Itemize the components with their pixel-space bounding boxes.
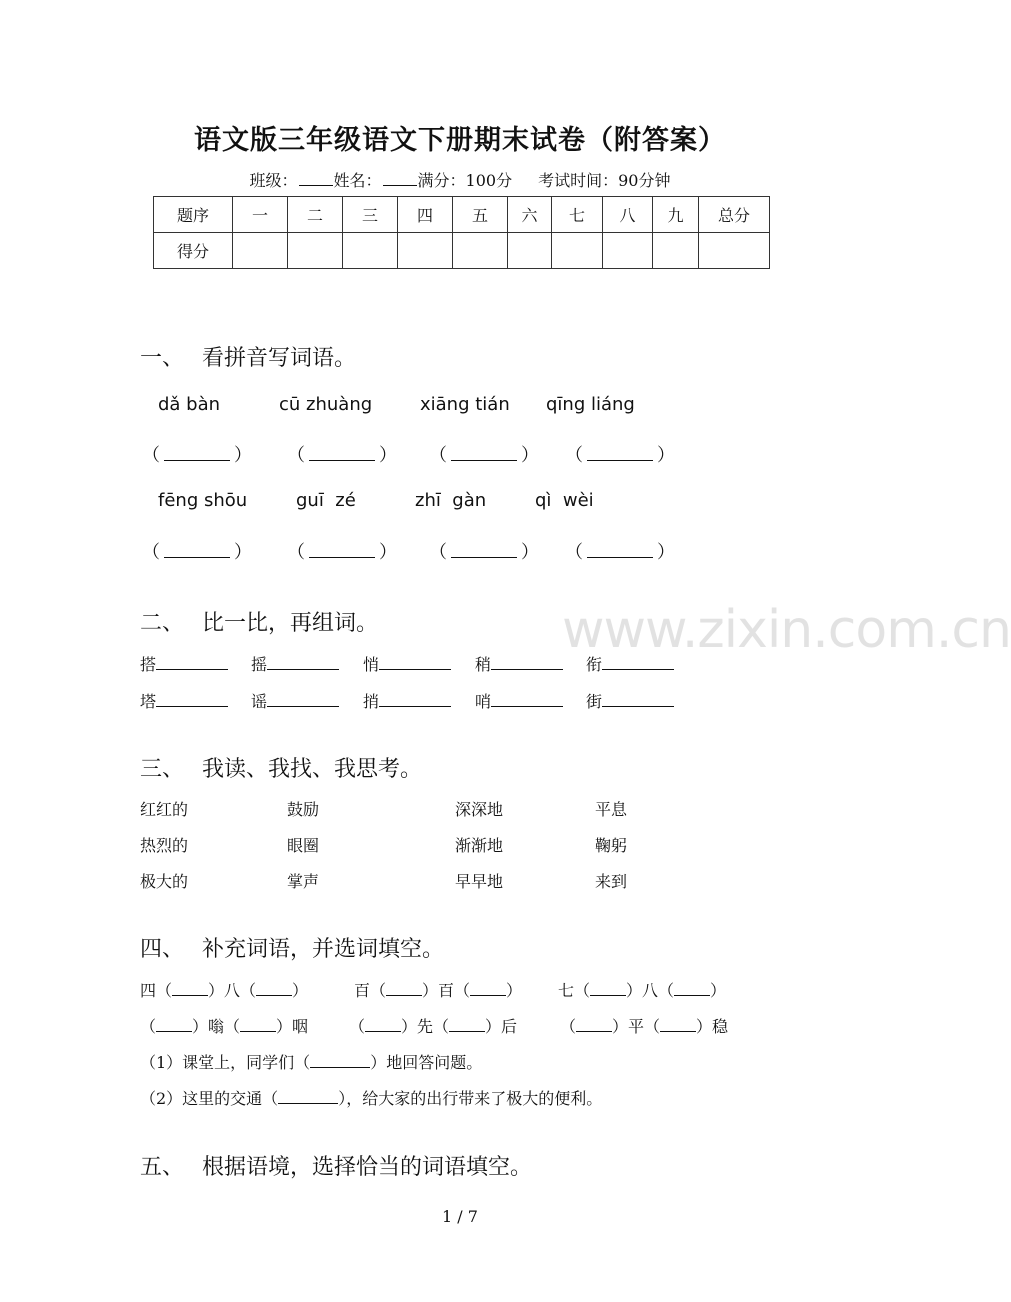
section-title: 看拼音写词语。 <box>202 346 357 371</box>
pinyin-item: qīng liáng <box>546 394 635 415</box>
watermark: www.zixin.com.cn <box>562 600 1011 660</box>
score-table-row <box>154 233 770 269</box>
row-label: 得分 <box>154 233 233 269</box>
section-number: 一、 <box>140 346 185 371</box>
score-table <box>153 196 770 269</box>
section-5-heading <box>140 1150 532 1181</box>
compare-item[interactable]: 哨 <box>475 689 563 712</box>
header-cell: 二 <box>288 197 343 233</box>
word-item[interactable]: 鞠躬 <box>595 836 628 855</box>
word-item[interactable]: 眼圈 <box>287 836 320 855</box>
pinyin-item: dǎ bàn <box>158 394 221 415</box>
word-item[interactable]: 平息 <box>595 800 628 819</box>
pinyin-item: zhī gàn <box>415 490 487 511</box>
section-number: 三、 <box>140 757 185 782</box>
score-table-header <box>154 197 770 233</box>
section-title: 根据语境，选择恰当的词语填空。 <box>202 1155 533 1180</box>
answer-blank[interactable]: （ ） <box>565 445 675 466</box>
section-number: 五、 <box>140 1155 185 1180</box>
compare-item[interactable]: 稍 <box>475 652 563 675</box>
section-2-heading <box>140 606 378 637</box>
section-title: 比一比，再组词。 <box>202 611 379 636</box>
idiom-item[interactable]: 四（ ）八（ ） <box>140 981 309 1000</box>
word-item[interactable]: 极大的 <box>140 872 189 891</box>
score-cell[interactable] <box>653 233 699 269</box>
header-cell: 七 <box>552 197 603 233</box>
idiom-item[interactable]: （ ）先（ ）后 <box>349 1017 518 1036</box>
fill-sentence[interactable]: （1）课堂上，同学们（ ）地回答问题。 <box>140 1053 483 1072</box>
score-cell[interactable] <box>453 233 508 269</box>
header-cell: 六 <box>508 197 552 233</box>
section-number: 四、 <box>140 937 185 962</box>
answer-blank[interactable]: （ ） <box>429 542 539 563</box>
header-cell: 四 <box>398 197 453 233</box>
section-4-heading <box>140 932 444 963</box>
idiom-item[interactable]: 七（ ）八（ ） <box>558 981 727 1000</box>
section-title: 我读、我找、我思考。 <box>202 757 423 782</box>
page-number: 1 / 7 <box>442 1207 478 1226</box>
section-title: 补充词语，并选词填空。 <box>202 937 445 962</box>
compare-item[interactable]: 悄 <box>363 652 451 675</box>
compare-item[interactable]: 衔 <box>586 652 674 675</box>
score-cell[interactable] <box>552 233 603 269</box>
compare-item[interactable]: 塔 <box>140 689 228 712</box>
pinyin-item: fēng shōu <box>158 490 248 511</box>
answer-blank[interactable]: （ ） <box>142 542 252 563</box>
pinyin-item: cū zhuàng <box>279 394 373 415</box>
answer-blank[interactable]: （ ） <box>287 445 397 466</box>
class-label: 班级： <box>249 171 298 190</box>
idiom-item[interactable]: （ ）嗡（ ）咽 <box>140 1017 309 1036</box>
score-cell[interactable] <box>603 233 653 269</box>
compare-item[interactable]: 搭 <box>140 652 228 675</box>
idiom-item[interactable]: （ ）平（ ）稳 <box>560 1017 729 1036</box>
word-item[interactable]: 热烈的 <box>140 836 189 855</box>
section-1-heading <box>140 341 356 372</box>
section-number: 二、 <box>140 611 185 636</box>
page-title: 语文版三年级语文下册期末试卷（附答案） <box>194 125 726 156</box>
class-blank <box>299 171 333 186</box>
full-score: 满分：100分 <box>417 171 513 190</box>
score-cell[interactable] <box>343 233 398 269</box>
section-3-heading <box>140 752 422 783</box>
score-cell[interactable] <box>699 233 770 269</box>
compare-item[interactable]: 街 <box>586 689 674 712</box>
answer-blank[interactable]: （ ） <box>142 445 252 466</box>
score-cell[interactable] <box>288 233 343 269</box>
score-cell[interactable] <box>233 233 288 269</box>
word-item[interactable]: 来到 <box>595 872 628 891</box>
answer-blank[interactable]: （ ） <box>429 445 539 466</box>
word-item[interactable]: 掌声 <box>287 872 320 891</box>
exam-info <box>0 168 920 191</box>
fill-sentence[interactable]: （2）这里的交通（ ），给大家的出行带来了极大的便利。 <box>140 1089 603 1108</box>
pinyin-item: xiāng tián <box>420 394 510 415</box>
header-cell: 题序 <box>154 197 233 233</box>
exam-time: 考试时间：90分钟 <box>538 171 671 190</box>
word-item[interactable]: 鼓励 <box>287 800 320 819</box>
header-cell: 八 <box>603 197 653 233</box>
answer-blank[interactable]: （ ） <box>565 542 675 563</box>
idiom-item[interactable]: 百（ ）百（ ） <box>354 981 523 1000</box>
pinyin-item: guī zé <box>296 490 356 511</box>
name-blank <box>383 171 417 186</box>
name-label: 姓名： <box>333 171 382 190</box>
compare-item[interactable]: 摇 <box>251 652 339 675</box>
compare-item[interactable]: 捎 <box>363 689 451 712</box>
word-item[interactable]: 红红的 <box>140 800 189 819</box>
word-item[interactable]: 深深地 <box>455 800 504 819</box>
header-cell: 一 <box>233 197 288 233</box>
score-cell[interactable] <box>508 233 552 269</box>
pinyin-item: qì wèi <box>535 490 594 511</box>
compare-item[interactable]: 谣 <box>251 689 339 712</box>
word-item[interactable]: 早早地 <box>455 872 504 891</box>
score-cell[interactable] <box>398 233 453 269</box>
header-cell: 总分 <box>699 197 770 233</box>
word-item[interactable]: 渐渐地 <box>455 836 504 855</box>
answer-blank[interactable]: （ ） <box>287 542 397 563</box>
header-cell: 三 <box>343 197 398 233</box>
header-cell: 九 <box>653 197 699 233</box>
header-cell: 五 <box>453 197 508 233</box>
